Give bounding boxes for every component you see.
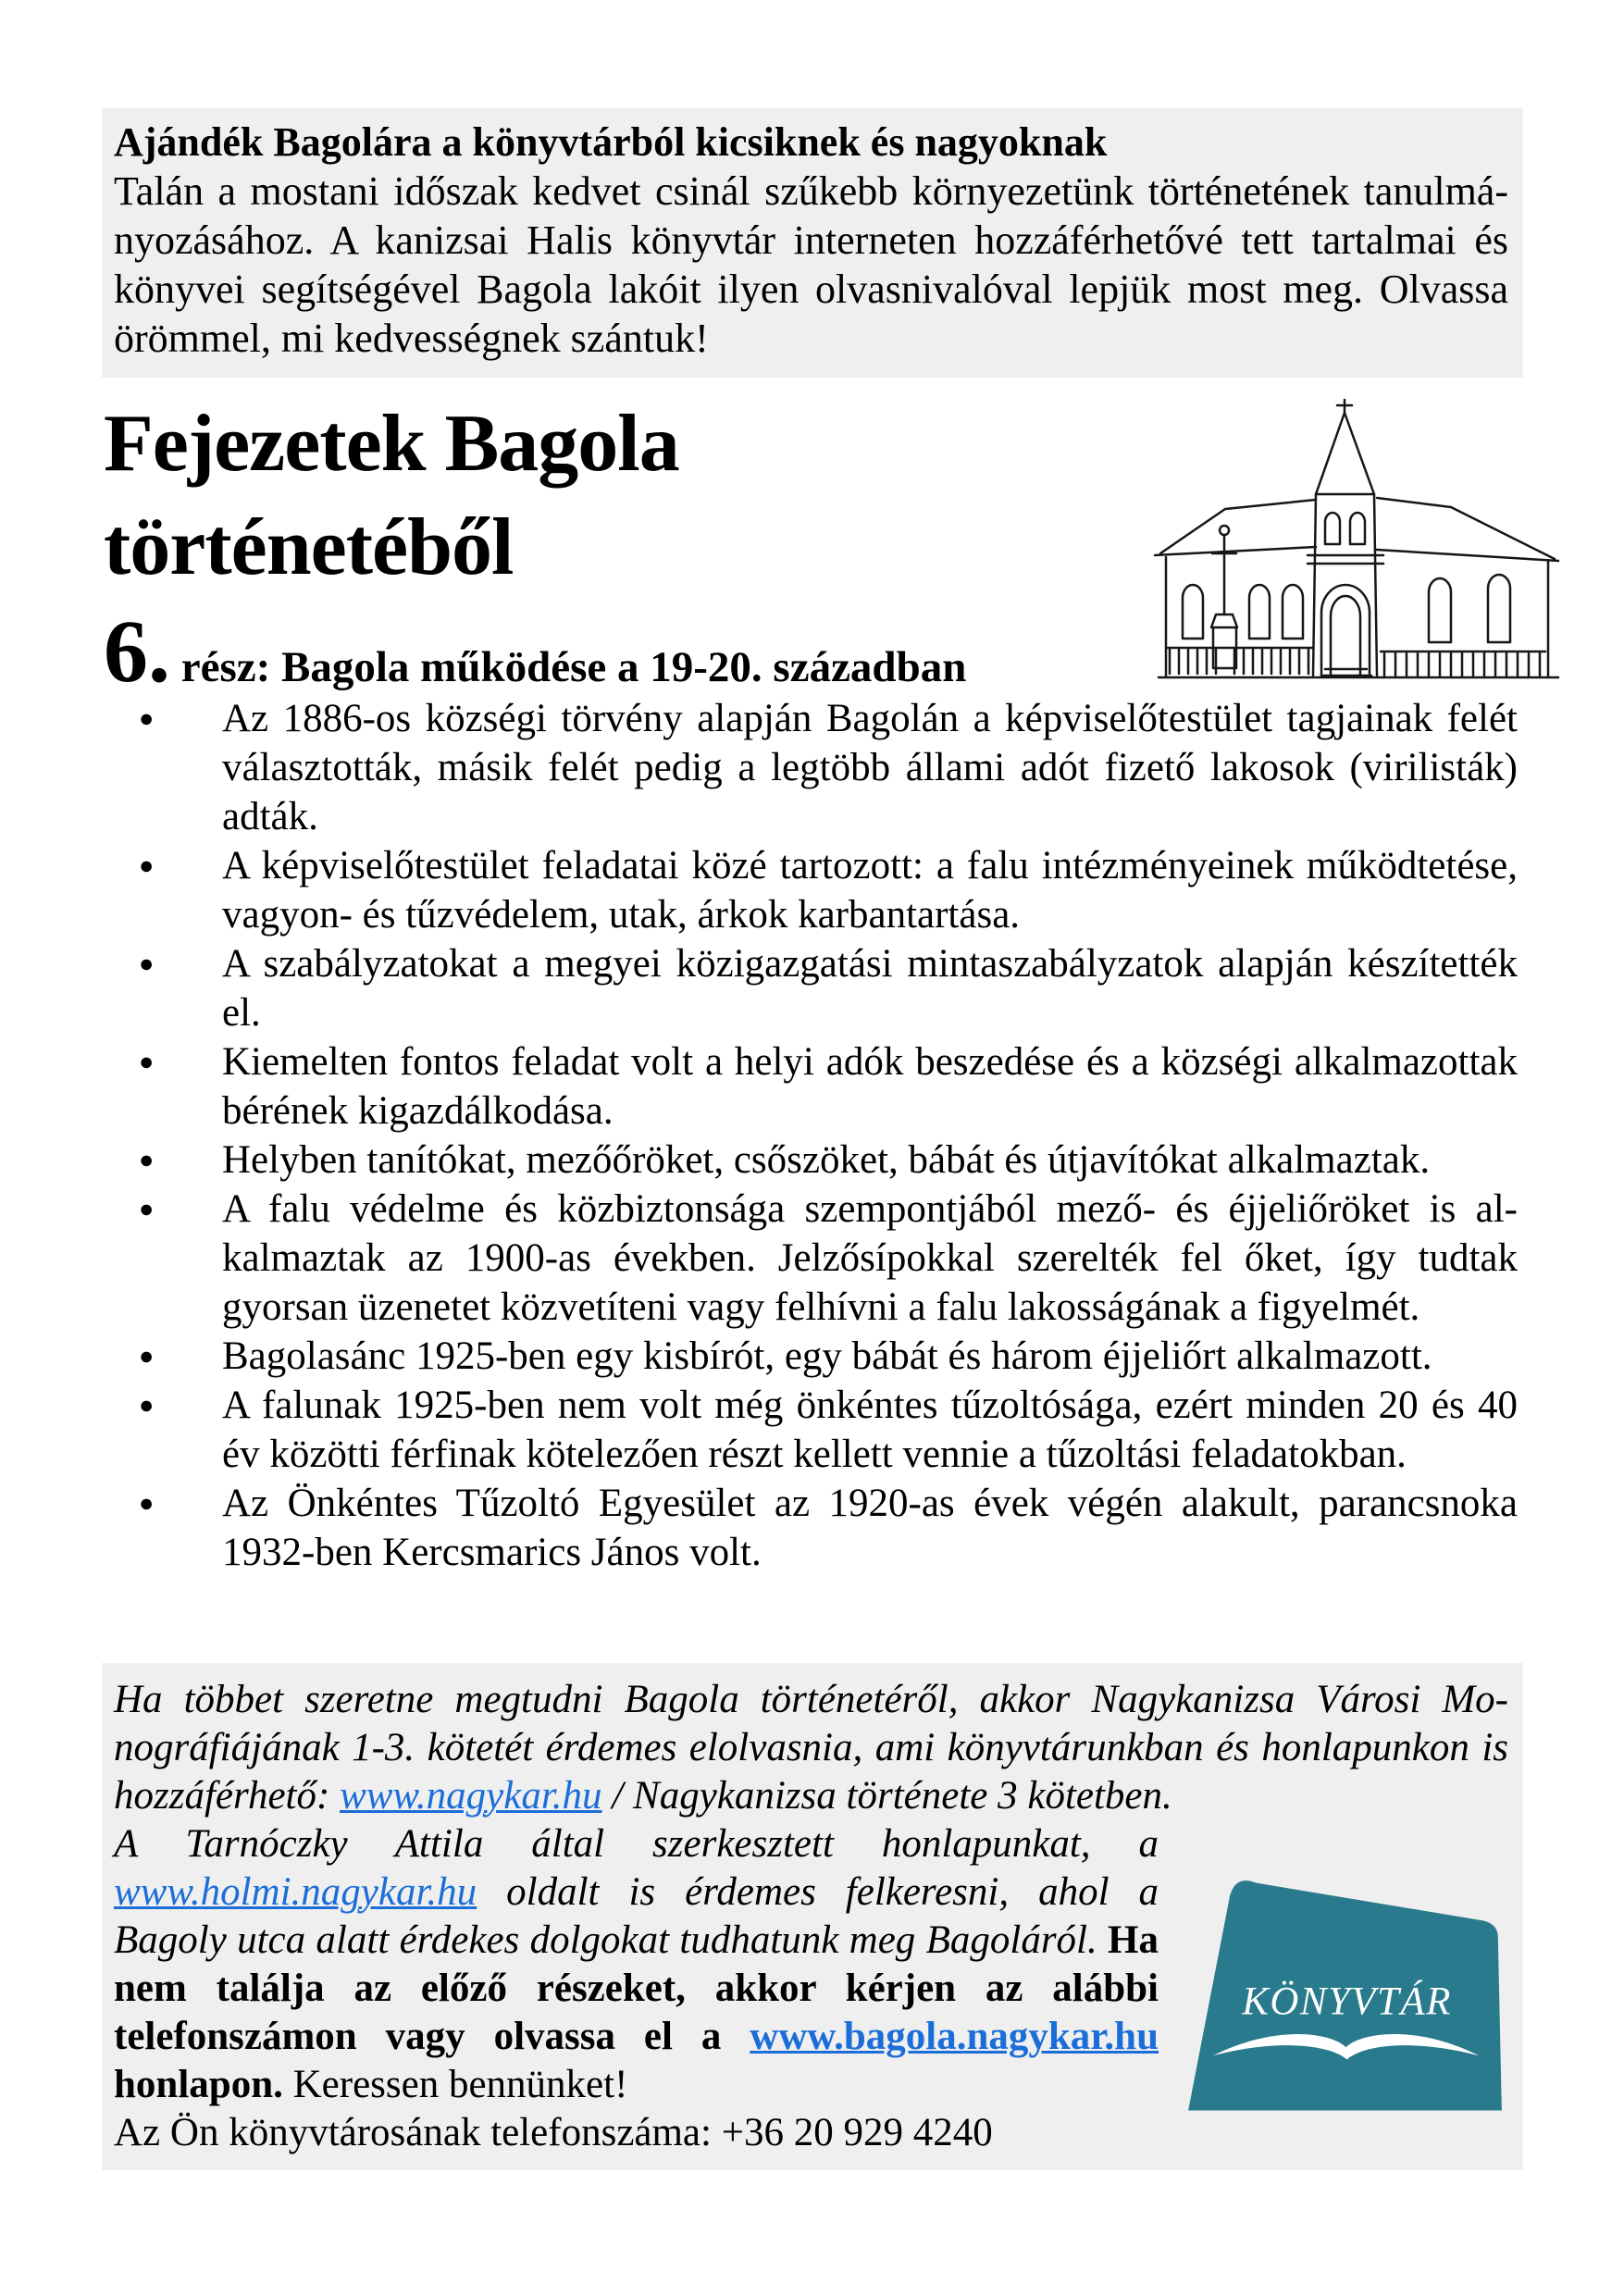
list-item-text: A falu védelme és közbiztonsága szempontjából mező- és éjjeliőröket is alkalmaztak az 1900-as években. Jelzősípokkal szerelték fel őket, így tudtak gyorsan üzenetet közvetíteni vagy felhívni a falu lakosságának a figyelmét. xyxy=(222,1187,1518,1329)
footer-text: oldalt is érdemes felkeresni, ahol a Bagoly utca alatt érdekes dolgokat tudhatunk meg Bagoláról. xyxy=(114,1870,1159,1962)
footer-paragraph-1 xyxy=(114,1676,1508,1820)
bullet-list xyxy=(0,694,1518,1577)
footer-bold-text: Ha nem találja az előző részeket, akkor kérjen az alábbi telefonszámon vagy olvassa el a xyxy=(114,1918,1159,2058)
bullet-icon: ● xyxy=(139,851,155,879)
section-heading xyxy=(104,600,966,702)
phone-line: Az Ön könyvtárosának telefonszáma: +36 20 929 4240 xyxy=(114,2111,993,2154)
bullet-icon: ● xyxy=(139,704,155,732)
page-title-line2: történetéből xyxy=(104,503,514,592)
page-title-line1: Fejezetek Bagola xyxy=(104,399,679,489)
bullet-icon: ● xyxy=(139,1048,155,1075)
list-item-text: Bagolasánc 1925-ben egy kisbírót, egy bábát és három éjjeliőrt alkalmazott. xyxy=(222,1334,1432,1378)
footer-text: A Tarnóczky Attila által szerkesztett honlapunkat, a xyxy=(114,1822,1159,1866)
list-item-text: Az 1886-os községi törvény alapján Bagolán a képviselőtestület tagjainak felét választották, másik felét pedig a legtöbb állami adót fizető lakosok (virilisták) adták. xyxy=(222,697,1518,838)
section-number: 6. xyxy=(104,602,170,701)
bullet-icon: ● xyxy=(139,1342,155,1370)
list-item xyxy=(139,939,1518,1037)
list-item-text: A szabályzatokat a megyei közigazgatási mintaszabályzatok alapján készítették el. xyxy=(222,942,1518,1035)
intro-lead: Ajándék Bagolára a könyvtárból kicsiknek és nagyoknak xyxy=(114,119,1108,165)
list-item xyxy=(139,841,1518,939)
footer-paragraph-2 xyxy=(114,1820,1508,2109)
footer-text: Ha többet szeretne megtudni Bagola történetéről, akkor Nagykanizsa Városi Monográfiájának 1-3. kötetét érdemes elolvasnia, ami könyvtárunkban és honlapunkon is hozzáférhető: xyxy=(114,1678,1508,1818)
bullet-icon: ● xyxy=(139,1146,155,1173)
intro-body: Talán a mostani időszak kedvet csinál szűkebb környezetünk történetének tanulmányozásához. A kanizsai Halis könyvtár interneten hozzáférhetővé tett tartalmai és könyvei segítségével Bagola lakóit ilyen olvasnivalóval lepjük most meg. Olvassa örömmel, mi kedvességnek szántuk! xyxy=(114,168,1508,361)
bullet-list-section xyxy=(0,694,1624,1577)
church-drawing-icon xyxy=(1134,396,1560,685)
intro-box xyxy=(102,108,1523,378)
nagykar-link[interactable]: www.nagykar.hu xyxy=(340,1774,602,1818)
list-item xyxy=(139,1381,1518,1479)
list-item-text: Helyben tanítókat, mezőőröket, csőszöket, bábát és útjavítókat alkalmaztak. xyxy=(222,1138,1431,1182)
library-logo-icon xyxy=(1183,1872,1508,2111)
list-item xyxy=(139,1332,1518,1381)
bullet-icon: ● xyxy=(139,1489,155,1517)
bagola-nagykar-link[interactable]: www.bagola.nagykar.hu xyxy=(750,2015,1159,2058)
list-item-text: Az Önkéntes Tűzoltó Egyesület az 1920-as évek végén alakult, parancsnoka 1932-ben Kercsmarics János volt. xyxy=(222,1482,1518,1574)
bullet-icon: ● xyxy=(139,1195,155,1222)
list-item xyxy=(139,1185,1518,1332)
footer-text: Keressen bennünket! xyxy=(282,2063,628,2106)
bullet-icon: ● xyxy=(139,1391,155,1419)
footer-text: / Nagykanizsa története 3 kötetben. xyxy=(601,1774,1172,1818)
section-heading-text: rész: Bagola működése a 19-20. században xyxy=(170,643,967,691)
page-title xyxy=(104,392,679,600)
list-item xyxy=(139,1037,1518,1136)
list-item-text: A falunak 1925-ben nem volt még önkéntes tűzoltósága, ezért minden 20 és 40 év közötti férfinak kötelezően részt kellett vennie a tűzoltási feladatokban. xyxy=(222,1384,1518,1476)
bullet-icon: ● xyxy=(139,949,155,977)
church-illustration xyxy=(1134,396,1560,689)
list-item xyxy=(139,1479,1518,1577)
list-item xyxy=(139,1136,1518,1185)
list-item xyxy=(139,694,1518,841)
holmi-nagykar-link[interactable]: www.holmi.nagykar.hu xyxy=(114,1870,477,1914)
library-logo xyxy=(1183,1872,1508,2111)
footer-bold-text: honlapon. xyxy=(114,2063,283,2106)
footer-box xyxy=(102,1663,1523,2170)
library-logo-label: KÖNYVTÁR xyxy=(1242,1980,1452,2024)
list-item-text: Kiemelten fontos feladat volt a helyi adók beszedése és a községi alkalmazottak bérének kigazdálkodása. xyxy=(222,1040,1518,1133)
list-item-text: A képviselőtestület feladatai közé tartozott: a falu intézményeinek működtetése, vagyon- és tűzvédelem, utak, árkok karbantartása. xyxy=(222,844,1518,937)
